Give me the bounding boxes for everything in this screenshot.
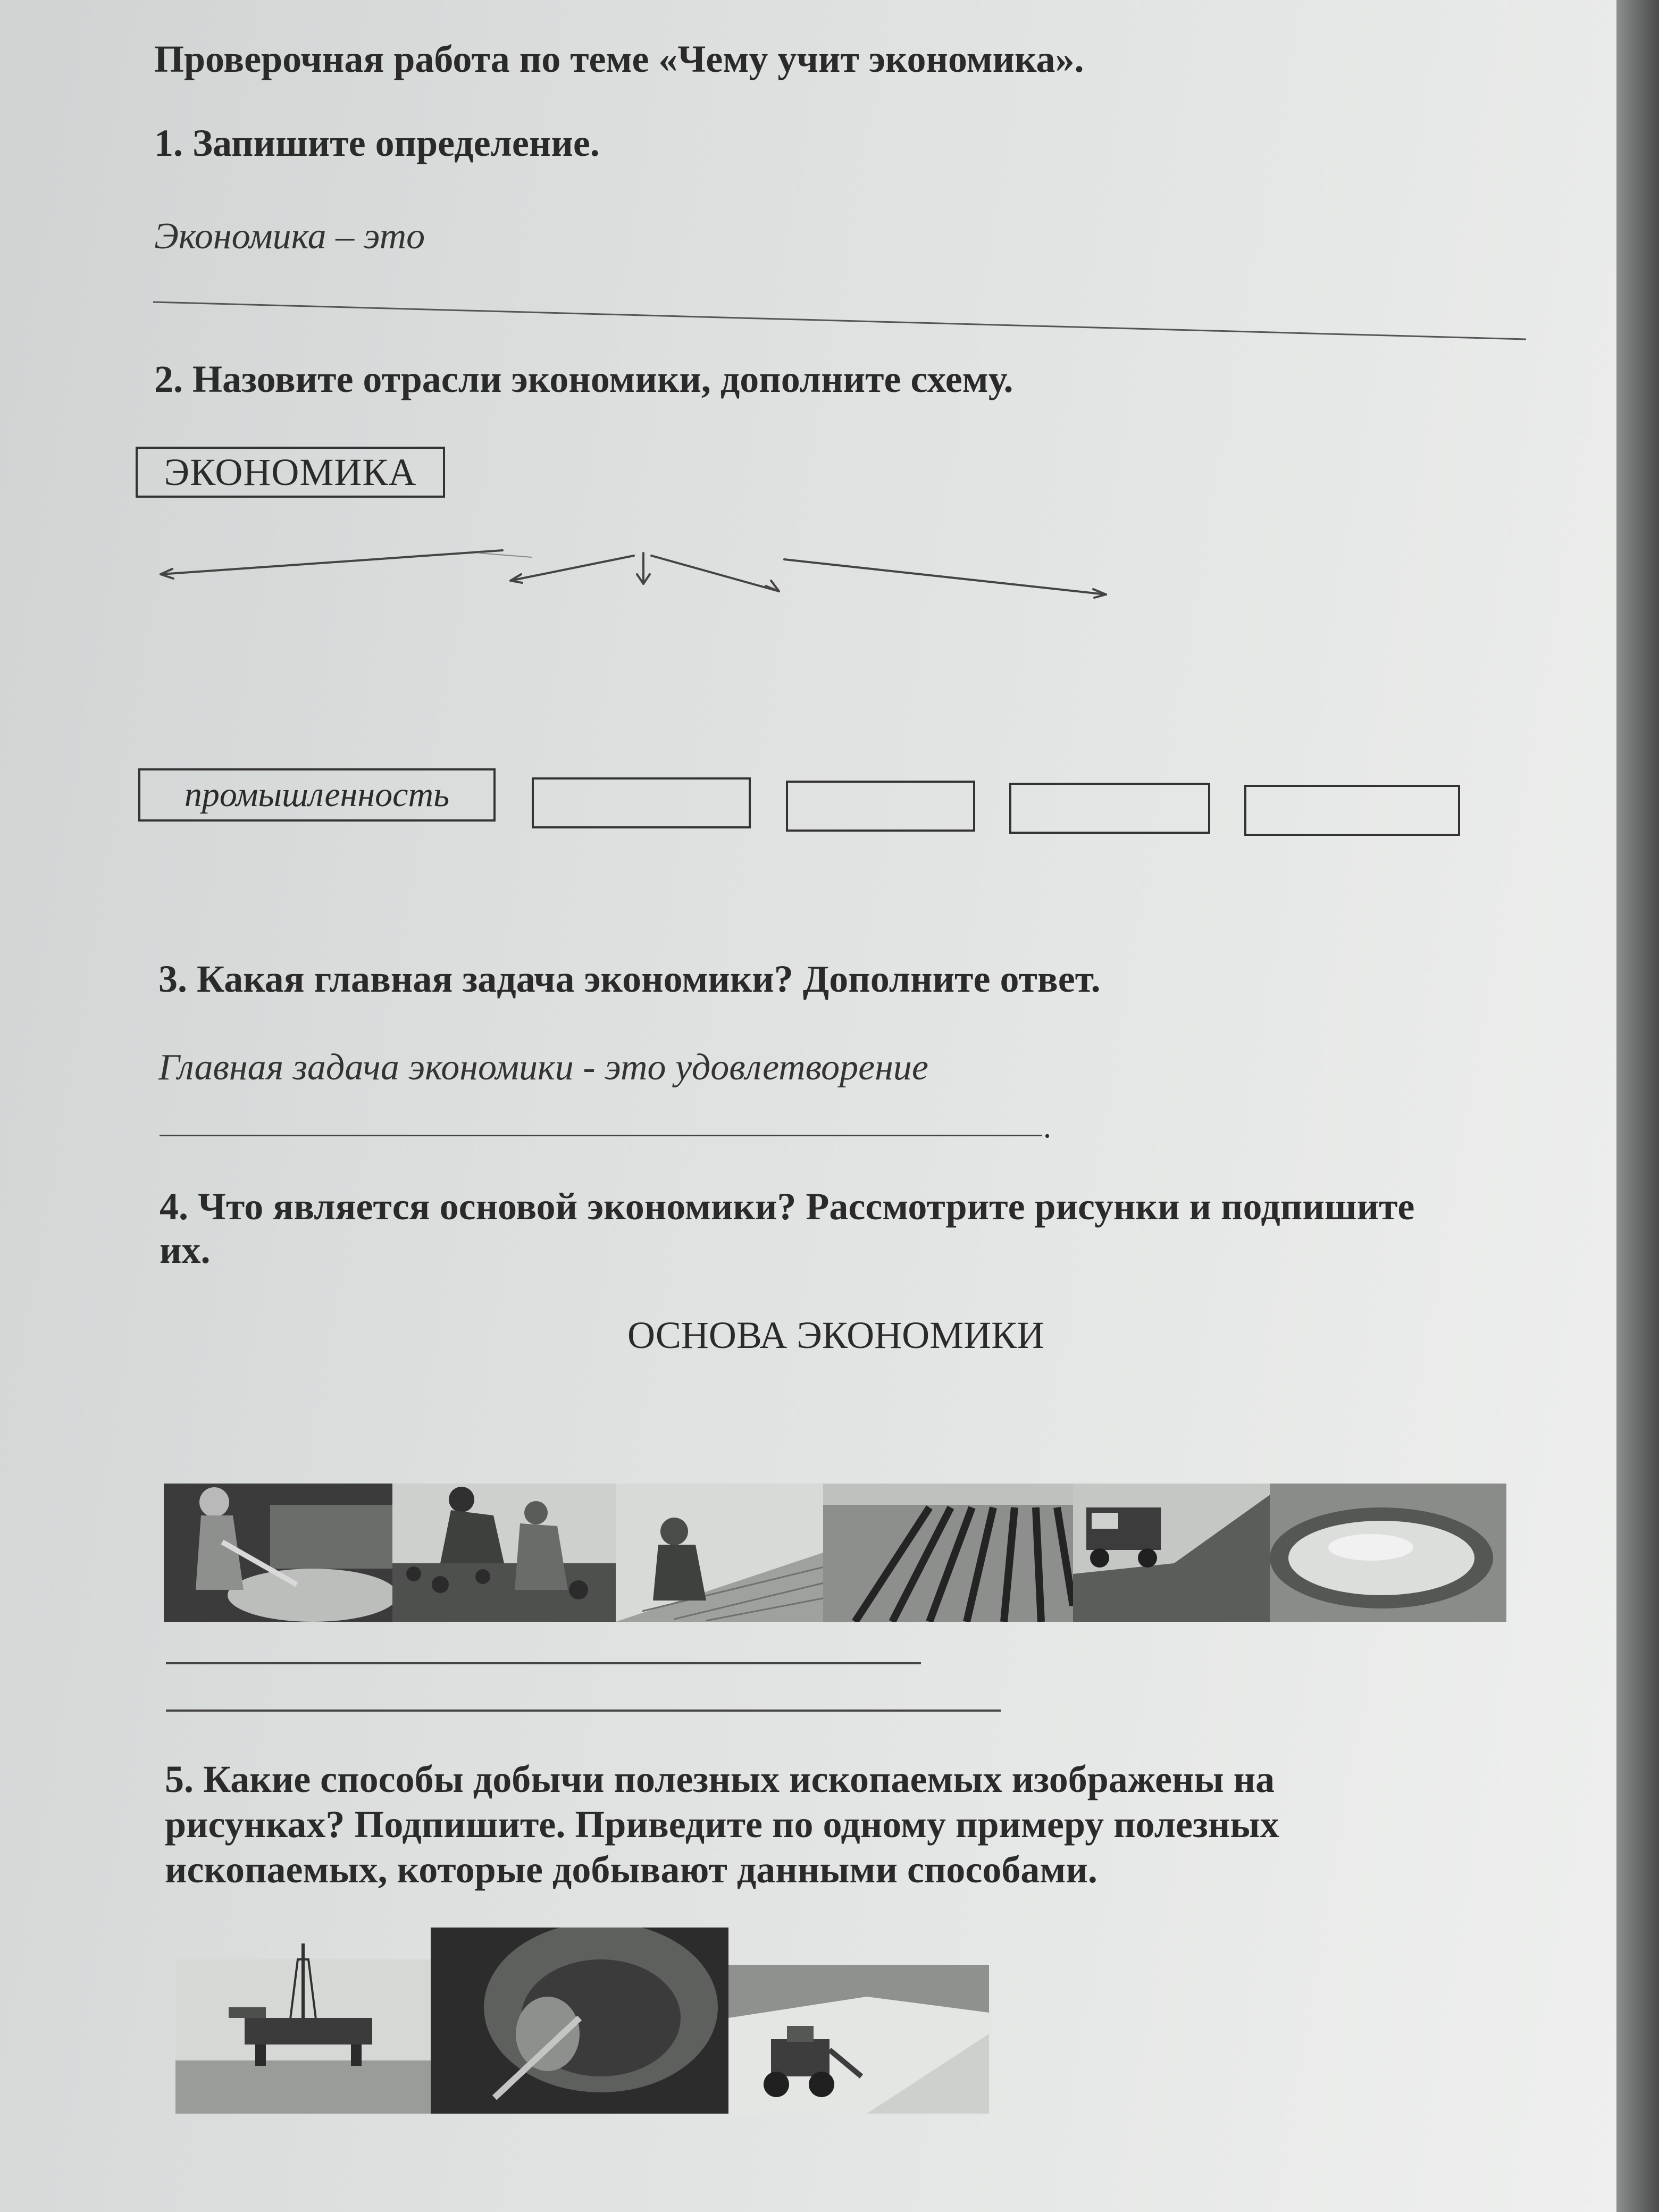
question-5-heading-line1: 5. Какие способы добычи полезных ископаемых изображены на [165, 1758, 1275, 1800]
worksheet-title: Проверочная работа по теме «Чему учит экономика». [154, 38, 1084, 80]
photo-offshore-oil-rig [175, 1943, 431, 2114]
arrow-center-left [510, 556, 634, 581]
scheme-branch-empty-2[interactable] [786, 781, 975, 832]
photo-worker-furnace [164, 1484, 398, 1622]
question-1-prompt: Экономика – это [154, 216, 425, 257]
scheme-branch-industry [138, 768, 496, 822]
arrow-left [161, 550, 502, 574]
question-4-answer-line-2[interactable] [166, 1710, 1001, 1712]
arrow-center-right [651, 556, 779, 591]
photo-underground-mine [431, 1928, 728, 2114]
scheme-root-box [136, 447, 445, 498]
question-5-heading-line3: ископаемых, которые добывают данными способами. [165, 1848, 1097, 1891]
question-3-end-mark: . [1043, 1109, 1051, 1144]
scheme-branch-empty-4[interactable] [1244, 785, 1460, 836]
economy-basis-caption: ОСНОВА ЭКОНОМИКИ [627, 1314, 1045, 1356]
question-5-heading-line2: рисунках? Подпишите. Приведите по одному примеру полезных [165, 1803, 1279, 1846]
question-2-heading: 2. Назовите отрасли экономики, дополните схему. [154, 358, 1013, 400]
question-4-answer-line-1[interactable] [166, 1662, 921, 1664]
page-edge-shadow [1616, 0, 1659, 2212]
photo-bricklayer [616, 1484, 839, 1622]
question-3-heading: 3. Какая главная задача экономики? Дополните ответ. [158, 958, 1101, 1000]
photo-pond [1270, 1484, 1506, 1622]
photo-ploughed-field [823, 1484, 1073, 1622]
photo-greenhouse-workers [392, 1484, 616, 1622]
question-3-answer-line[interactable] [160, 1135, 1042, 1136]
mining-methods-photos [175, 1928, 989, 2114]
scheme-branch-empty-1[interactable] [532, 777, 751, 828]
question-4-heading-line2: их. [160, 1229, 211, 1271]
scheme-root-label: ЭКОНОМИКА [164, 451, 417, 493]
question-4-heading-line1: 4. Что является основой экономики? Рассмотрите рисунки и подпишите [160, 1185, 1415, 1228]
question-1-heading: 1. Запишите определение. [154, 122, 600, 164]
economy-basis-photo-strip [164, 1484, 1506, 1622]
question-3-prompt: Главная задача экономики - это удовлетворение [158, 1047, 928, 1088]
arrow-right [784, 559, 1106, 594]
scheme-branch-label: промышленность [184, 775, 450, 814]
photo-open-pit-excavator [728, 1965, 989, 2114]
question-1-answer-line[interactable] [149, 287, 1542, 346]
photo-dump-truck-quarry [1073, 1484, 1286, 1622]
scheme-branch-empty-3[interactable] [1009, 783, 1210, 834]
scheme-arrows [149, 532, 1138, 617]
